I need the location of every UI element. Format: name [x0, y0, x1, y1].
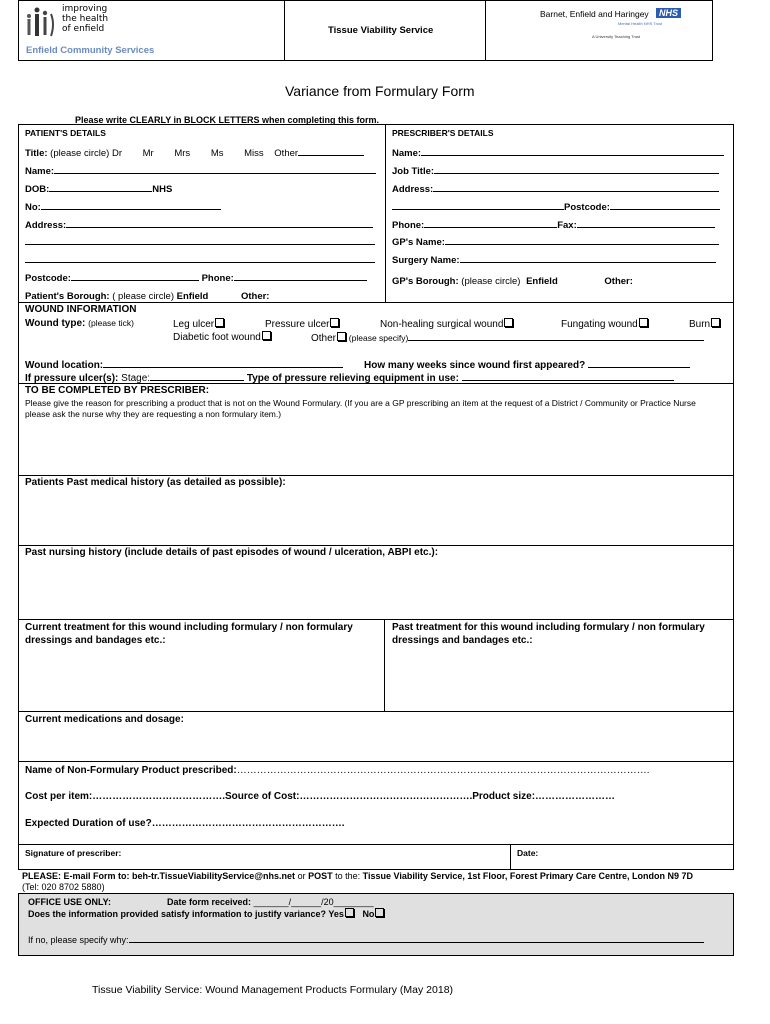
yes-checkbox[interactable]	[345, 908, 354, 917]
gp-borough-field[interactable]	[392, 276, 633, 287]
gp-name-label: GP's Name:	[392, 237, 445, 248]
prescriber-phone-label: Phone:	[392, 220, 425, 231]
date-received-label: Date form received:	[167, 897, 252, 907]
trust-sub: Mental Health NHS Trust	[618, 21, 663, 26]
prescriber-postcode-field[interactable]	[392, 200, 720, 213]
patient-postcode-field[interactable]	[25, 271, 367, 284]
surgical-wound-checkbox[interactable]	[504, 318, 513, 327]
gp-borough-other[interactable]: Other:	[604, 276, 633, 287]
nursing-history-label: Past nursing history (include details of past episodes of wound / ulceration, ABPI etc.):	[25, 547, 439, 558]
wound-type-surgical[interactable]: Non-healing surgical wound	[380, 318, 513, 330]
office-use-box	[18, 893, 734, 956]
wound-type-diabetic[interactable]: Diabetic foot wound	[173, 331, 271, 343]
dob-label: DOB:	[25, 184, 50, 195]
diabetic-foot-checkbox[interactable]	[262, 331, 271, 340]
nhs-label: NHS	[152, 184, 173, 195]
source-label: Source of Cost:	[225, 791, 300, 802]
wound-weeks-label: How many weeks since wound first appeared?	[364, 360, 586, 371]
nhs-badge: NHS	[656, 8, 681, 18]
patient-borough-label: Patient's Borough:	[25, 291, 110, 302]
trust-name: Barnet, Enfield and Haringey	[540, 9, 649, 19]
patient-borough-field[interactable]	[25, 291, 269, 302]
title-field[interactable]	[25, 146, 364, 159]
reason-instruction: Please give the reason for prescribing a product that is not on the Wound Formulary. (If you are a GP prescribing an item at the request of a District / Community or Practice Nurse please ask the nurse why they are requesting a non formulary item.)	[25, 398, 696, 419]
submission-address: Tissue Viability Service, 1st Floor, Forest Primary Care Centre, London N9 7D	[362, 871, 693, 881]
leg-ulcer-checkbox[interactable]	[215, 318, 224, 327]
equipment-label: Type of pressure relieving equipment in use:	[246, 373, 459, 384]
patient-address-line-3[interactable]	[25, 262, 375, 263]
job-title-field[interactable]	[392, 164, 719, 177]
wound-type-burn[interactable]: Burn	[689, 318, 720, 330]
pressure-ulcer-label: If pressure ulcer(s):	[25, 373, 119, 384]
product-name-label: Name of Non-Formulary Product prescribed:	[25, 765, 237, 776]
title-option-miss[interactable]: Miss	[244, 148, 264, 159]
no-option[interactable]: No	[362, 909, 375, 919]
medical-history-label: Patients Past medical history (as detailed as possible):	[25, 477, 286, 488]
gp-name-field[interactable]	[392, 235, 719, 248]
duration-field[interactable]: Expected Duration of use?………………………………………………….	[25, 818, 345, 829]
service-name: Tissue Viability Service	[328, 25, 434, 36]
burn-checkbox[interactable]	[711, 318, 720, 327]
gp-borough-hint: (please circle)	[461, 276, 521, 287]
title-option-mr[interactable]: Mr	[142, 148, 154, 159]
page-footer: Tissue Viability Service: Wound Management Products Formulary (May 2018)	[92, 984, 454, 996]
enfield-logo	[24, 4, 109, 42]
stage-label: Stage:	[121, 373, 151, 384]
wound-type-label-group	[25, 318, 134, 329]
medications-label: Current medications and dosage:	[25, 714, 184, 725]
title-hint: (please circle)	[50, 148, 110, 159]
pressure-ulcer-checkbox[interactable]	[330, 318, 339, 327]
title-label: Title:	[25, 148, 48, 159]
submission-to-the: to the:	[335, 871, 361, 881]
submission-email[interactable]: beh-tr.TissueViabilityService@nhs.net	[132, 871, 296, 881]
size-label: Product size:	[472, 791, 536, 802]
variance-question	[28, 908, 384, 919]
variance-question-text: Does the information provided satisfy information to justify variance?	[28, 909, 327, 919]
product-name-field[interactable]: Name of Non-Formulary Product prescribed:…………………………………………………………………………………………………………….	[25, 765, 650, 776]
nhs-no-field[interactable]	[25, 200, 221, 213]
wound-type-fungating[interactable]: Fungating wound	[561, 318, 648, 330]
page-title: Variance from Formulary Form	[285, 83, 475, 99]
nhs-no-label: No:	[25, 202, 41, 213]
patient-heading: PATIENT'S DETAILS	[25, 128, 106, 138]
prescriber-address-field[interactable]	[392, 182, 719, 195]
signature-box	[18, 844, 734, 870]
prescriber-name-label: Name:	[392, 148, 422, 159]
patient-postcode-label: Postcode:	[25, 273, 71, 284]
prescriber-section-heading: TO BE COMPLETED BY PRESCRIBER:	[25, 385, 210, 396]
submission-note	[22, 871, 702, 893]
job-title-label: Job Title:	[392, 166, 435, 177]
specify-field[interactable]	[28, 933, 704, 945]
wound-type-label: Wound type:	[25, 318, 86, 329]
title-option-other[interactable]: Other	[274, 148, 299, 159]
reason-box[interactable]	[18, 383, 734, 476]
date-received-template: _______/______/20________	[253, 897, 374, 907]
submission-please: PLEASE: E-mail Form to:	[22, 871, 130, 881]
specify-label: If no, please specify why:	[28, 935, 129, 945]
patient-borough-other[interactable]: Other:	[240, 291, 270, 302]
no-checkbox[interactable]	[375, 908, 384, 917]
submission-or: or	[297, 871, 306, 881]
logo-line-2: the health	[62, 14, 109, 24]
prescriber-postcode-label: Postcode:	[564, 202, 610, 213]
prescriber-address-label: Address:	[392, 184, 434, 195]
cost-row[interactable]: Cost per item:………………………………….Source of Cost:…………………………………………….Product size:……………………	[25, 791, 616, 802]
wound-heading: WOUND INFORMATION	[25, 304, 137, 315]
gp-borough-enfield[interactable]: Enfield	[526, 276, 558, 287]
instruction: Please write CLEARLY in BLOCK LETTERS when completing this form.	[75, 115, 380, 125]
org-name: Enfield Community Services	[26, 45, 155, 56]
title-option-ms[interactable]: Ms	[210, 148, 224, 159]
current-treatment-label[interactable]: Current treatment for this wound including formulary / non formulary dressings and bandages etc.:	[25, 622, 353, 646]
signature-label[interactable]: Signature of prescriber:	[25, 848, 122, 858]
people-logo-icon	[24, 4, 60, 40]
prescriber-fax-label: Fax:	[557, 220, 577, 231]
title-option-dr[interactable]: Dr	[111, 148, 122, 159]
patient-name-label: Name:	[25, 166, 55, 177]
surgery-name-field[interactable]	[392, 253, 716, 266]
dob-field[interactable]	[25, 182, 172, 195]
past-treatment-label[interactable]: Past treatment for this wound including formulary / non formulary dressings and bandages etc.:	[392, 622, 705, 646]
date-received-field[interactable]	[167, 897, 374, 907]
prescriber-name-field[interactable]	[392, 146, 724, 159]
submission-post: POST	[308, 871, 333, 881]
patient-address-field[interactable]	[25, 218, 373, 231]
yes-option[interactable]: Yes	[328, 909, 344, 919]
office-use-heading: OFFICE USE ONLY:	[28, 897, 112, 907]
logo-line-3: of enfield	[62, 24, 105, 34]
trust-tagline: A University Teaching Trust	[592, 34, 641, 39]
patient-address-line-2[interactable]	[25, 244, 375, 245]
patient-borough-hint: ( please circle)	[112, 291, 175, 302]
fungating-wound-checkbox[interactable]	[639, 318, 648, 327]
prescriber-phone-field[interactable]	[392, 218, 715, 231]
prescriber-heading: PRESCRIBER'S DETAILS	[392, 128, 494, 138]
patient-borough-enfield[interactable]: Enfield	[176, 291, 209, 302]
surgery-name-label: Surgery Name:	[392, 255, 460, 266]
logo-line-1: improving	[62, 4, 108, 14]
wound-location-field[interactable]	[25, 358, 343, 371]
date-label[interactable]: Date:	[517, 848, 539, 858]
wound-type-other[interactable]: Other (please specify)	[311, 331, 704, 344]
wound-location-label: Wound location:	[25, 360, 104, 371]
wound-type-hint: (please tick)	[88, 318, 134, 328]
patient-name-field[interactable]	[25, 164, 376, 177]
cost-label: Cost per item:	[25, 791, 93, 802]
other-hint: (please specify)	[348, 333, 409, 343]
submission-tel: (Tel: 020 8702 5880)	[22, 882, 105, 892]
gp-borough-label: GP's Borough:	[392, 276, 459, 287]
trust-logo	[540, 8, 700, 48]
wound-type-pressure-ulcer[interactable]: Pressure ulcer	[265, 318, 339, 330]
title-option-mrs[interactable]: Mrs	[174, 148, 191, 159]
patient-phone-label: Phone:	[201, 273, 234, 284]
patient-address-label: Address:	[25, 220, 67, 231]
duration-label: Expected Duration of use?	[25, 818, 152, 829]
wound-type-leg-ulcer[interactable]: Leg ulcer	[173, 318, 224, 330]
wound-weeks-field[interactable]	[364, 358, 690, 371]
other-wound-checkbox[interactable]	[337, 332, 346, 341]
